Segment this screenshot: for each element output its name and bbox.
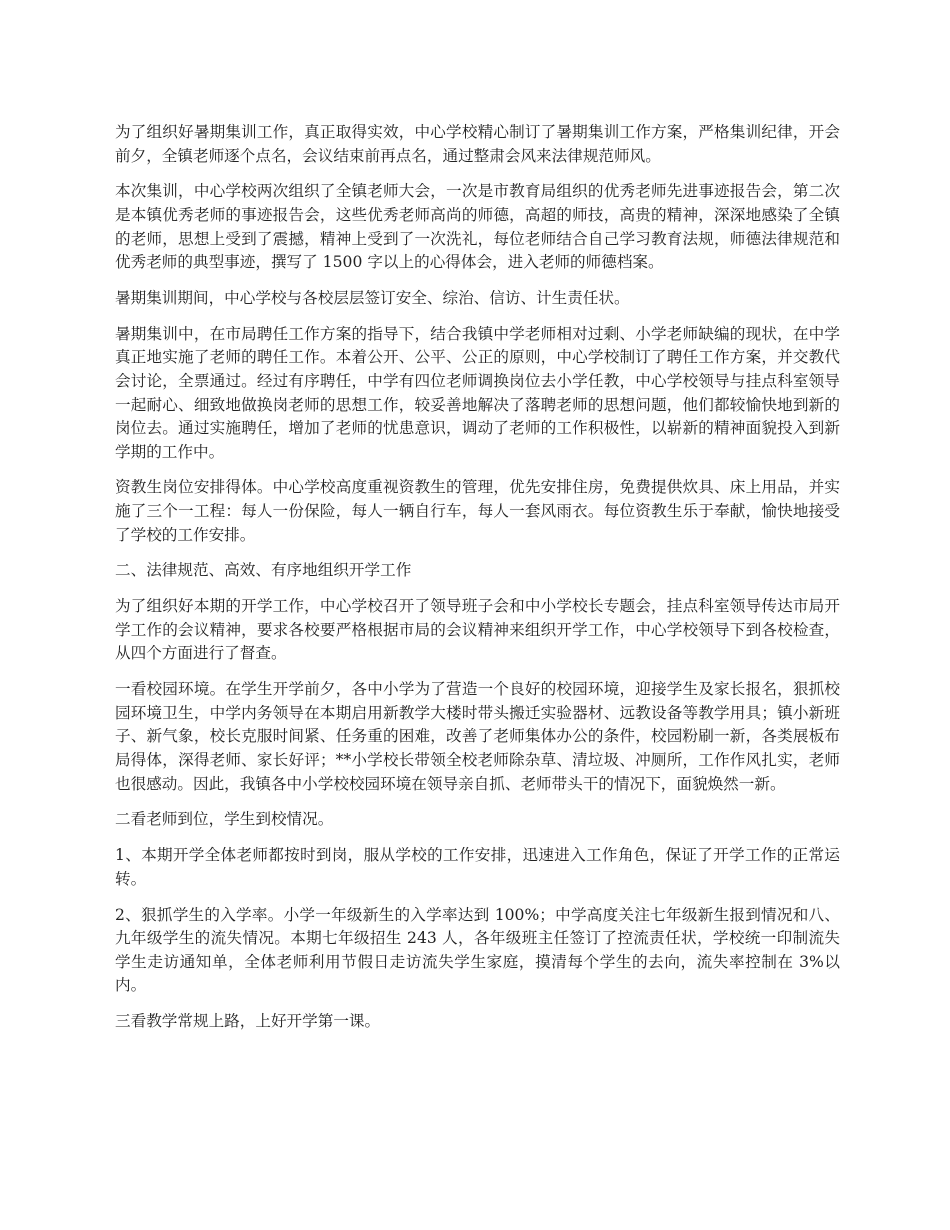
paragraph-9: 二看老师到位，学生到校情况。 xyxy=(115,810,334,829)
paragraph-5: 资教生岗位安排得体。中心学校高度重视资教生的管理，优先安排住房，免费提供炊具、床上用品，并实施了三个一工程：每人一份保险，每人一辆自行车，每人一套风雨衣。每位资教生乐于奉献，愉快地接受了学校的工作安排。 xyxy=(115,478,840,544)
paragraph-11: 2、狠抓学生的入学率。小学一年级新生的入学率达到 100%；中学高度关注七年级新生报到情况和八、九年级学生的流失情况。本期七年级招生 243 人，各年级班主任签订了控流责任状，学校统一印制流失学生走访通知单，全体老师利用节假日走访流失学生家庭，摸清每个学生的去向，流失率控制在 3%以内。 xyxy=(115,905,840,995)
paragraph-12: 三看教学常规上路，上好开学第一课。 xyxy=(115,1012,381,1031)
paragraph-3: 暑期集训期间，中心学校与各校层层签订安全、综治、信访、计生责任状。 xyxy=(115,288,630,307)
paragraph-1: 为了组织好暑期集训工作，真正取得实效，中心学校精心制订了暑期集训工作方案，严格集训纪律，开会前夕，全镇老师逐个点名，会议结束前再点名，通过整肃会风来法律规范师风。 xyxy=(115,123,840,165)
paragraph-2: 本次集训，中心学校两次组织了全镇老师大会，一次是市教育局组织的优秀老师先进事迹报告会，第二次是本镇优秀老师的事迹报告会，这些优秀老师高尚的师德，高超的师技，高贵的精神，深深地感染了全镇的老师，思想上受到了震撼，精神上受到了一次洗礼，每位老师结合自己学习教育法规，师德法律规范和优秀老师的典型事迹，撰写了 1500 字以上的心得体会，进入老师的师德档案。 xyxy=(115,182,840,272)
document-body xyxy=(115,121,840,1046)
paragraph-10: 1、本期开学全体老师都按时到岗，服从学校的工作安排，迅速进入工作角色，保证了开学工作的正常运转。 xyxy=(115,846,840,888)
paragraph-7: 为了组织好本期的开学工作，中心学校召开了领导班子会和中小学校长专题会，挂点科室领导传达市局开学工作的会议精神，要求各校要严格根据市局的会议精神来组织开学工作，中心学校领导下到各校检查，从四个方面进行了督查。 xyxy=(115,597,840,663)
paragraph-8: 一看校园环境。在学生开学前夕，各中小学为了营造一个良好的校园环境，迎接学生及家长报名，狠抓校园环境卫生，中学内务领导在本期启用新教学大楼时带头搬迁实验器材、远教设备等教学用具；镇小新班子、新气象，校长克服时间紧、任务重的困难，改善了老师集体办公的条件，校园粉刷一新，各类展板布局得体，深得老师、家长好评；**小学校长带领全校老师除杂草、清垃圾、冲厕所，工作作风扎实，老师也很感动。因此，我镇各中小学校校园环境在领导亲自抓、老师带头干的情况下，面貌焕然一新。 xyxy=(115,680,840,793)
paragraph-4: 暑期集训中，在市局聘任工作方案的指导下，结合我镇中学老师相对过剩、小学老师缺编的现状，在中学真正地实施了老师的聘任工作。本着公开、公平、公正的原则，中心学校制订了聘任工作方案，并交教代会讨论，全票通过。经过有序聘任，中学有四位老师调换岗位去小学任教，中心学校领导与挂点科室领导一起耐心、细致地做换岗老师的思想工作，较妥善地解决了落聘老师的思想问题，他们都较愉快地到新的岗位去。通过实施聘任，增加了老师的忧患意识，调动了老师的工作积极性，以崭新的精神面貌投入到新学期的工作中。 xyxy=(115,324,840,461)
section-heading: 二、法律规范、高效、有序地组织开学工作 xyxy=(115,561,412,580)
